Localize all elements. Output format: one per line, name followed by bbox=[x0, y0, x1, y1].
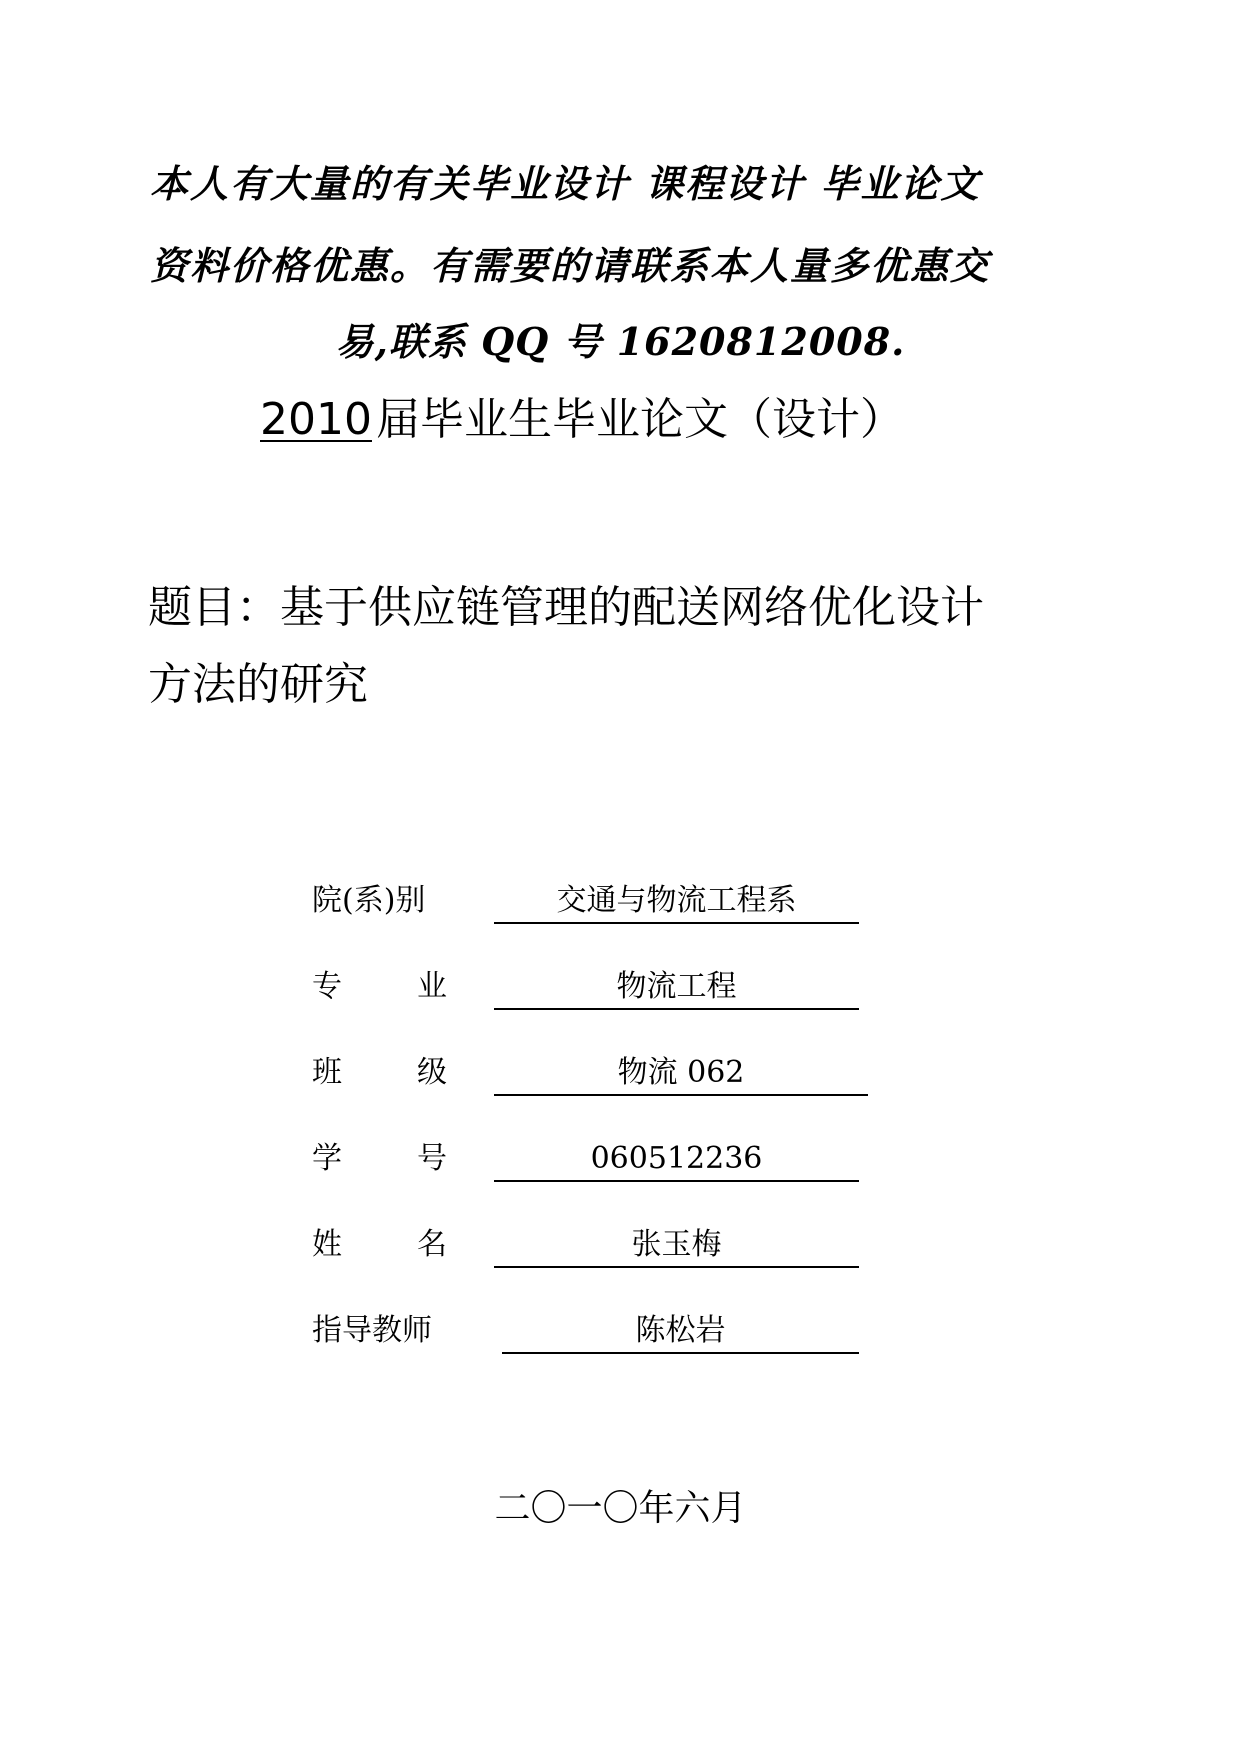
advisor-label: 指导教师 bbox=[312, 1313, 432, 1348]
thesis-title-line-2: 方法的研究 bbox=[148, 659, 368, 710]
notice-line-1: 本人有大量的有关毕业设计 课程设计 毕业论文 bbox=[150, 161, 981, 206]
college-label: 院(系)别 bbox=[312, 883, 426, 918]
thesis-headline bbox=[260, 392, 904, 448]
major-value: 物流工程 bbox=[494, 964, 859, 1010]
thesis-title-line-1: 题目：基于供应链管理的配送网络优化设计 bbox=[148, 582, 984, 633]
headline-text: 届毕业生毕业论文（设计） bbox=[375, 394, 904, 445]
notice-line-2: 资料价格优惠。有需要的请联系本人量多优惠交 bbox=[150, 243, 991, 288]
notice-line-3: 易,联系 QQ 号 1620812008. bbox=[335, 319, 906, 364]
major-label: 专 业 bbox=[312, 969, 447, 1004]
completion-date: 二〇一〇年六月 bbox=[494, 1488, 747, 1529]
class-label: 班 级 bbox=[312, 1055, 447, 1090]
advisor-value: 陈松岩 bbox=[502, 1308, 859, 1354]
student-id-value: 060512236 bbox=[494, 1136, 859, 1182]
student-id-label: 学 号 bbox=[312, 1141, 447, 1176]
name-value: 张玉梅 bbox=[494, 1222, 859, 1268]
college-value: 交通与物流工程系 bbox=[494, 878, 859, 924]
graduation-year: 2010 bbox=[260, 394, 372, 445]
name-label: 姓 名 bbox=[312, 1227, 447, 1262]
class-value: 物流 062 bbox=[494, 1050, 868, 1096]
